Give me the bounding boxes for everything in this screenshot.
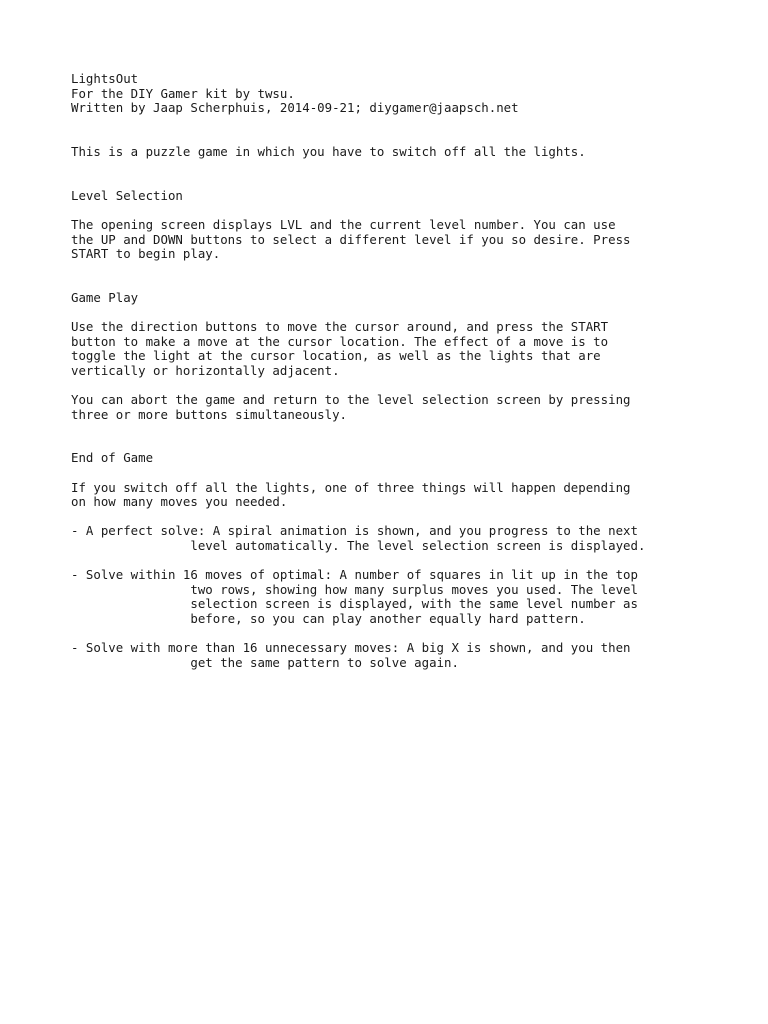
document-line: - Solve with more than 16 unnecessary moves: A big X is shown, and you then <box>71 640 631 656</box>
document-line <box>71 262 751 277</box>
document-line: get the same pattern to solve again. <box>71 654 459 670</box>
document-line <box>71 627 751 642</box>
document-line: START to begin play. <box>71 246 221 262</box>
document-line: For the DIY Gamer kit by twsu. <box>71 85 295 101</box>
document-line: vertically or horizontally adjacent. <box>71 362 340 378</box>
document-line <box>71 306 751 321</box>
document-line: If you switch off all the lights, one of three things will happen depending <box>71 479 631 495</box>
document-line <box>71 378 751 393</box>
document-line: the UP and DOWN buttons to select a different level if you so desire. Press <box>71 231 631 247</box>
document-line: on how many moves you needed. <box>71 494 288 510</box>
document-line <box>71 203 751 218</box>
document-line <box>71 160 751 175</box>
document-line: End of Game <box>71 450 154 466</box>
document-line: This is a puzzle game in which you have to switch off all the lights. <box>71 143 586 159</box>
document-line: selection screen is displayed, with the same level number as <box>71 596 638 612</box>
document-line <box>71 174 751 189</box>
document-line: three or more buttons simultaneously. <box>71 406 348 422</box>
document-line: toggle the light at the cursor location, as well as the lights that are <box>71 348 601 364</box>
document-line <box>71 466 751 481</box>
document-line: Level Selection <box>71 187 183 203</box>
document-line: You can abort the game and return to the level selection screen by pressing <box>71 392 631 408</box>
document-line: Use the direction buttons to move the cursor around, and press the START <box>71 319 609 335</box>
document-line: - A perfect solve: A spiral animation is shown, and you progress to the next <box>71 523 638 539</box>
document-line <box>71 510 751 525</box>
document-line: two rows, showing how many surplus moves you used. The level <box>71 581 638 597</box>
document-line <box>71 130 751 145</box>
document-text <box>71 72 751 670</box>
document-line <box>71 554 751 569</box>
document-line: level automatically. The level selection screen is displayed. <box>71 538 646 553</box>
document-line <box>71 437 751 452</box>
document-line: - Solve within 16 moves of optimal: A number of squares in lit up in the top <box>71 567 638 583</box>
document-line <box>71 276 751 291</box>
document-line <box>71 116 751 131</box>
document-line: LightsOut <box>71 71 139 86</box>
document-line: Game Play <box>71 289 139 305</box>
document-line: button to make a move at the cursor location. The effect of a move is to <box>71 333 609 349</box>
document-line: The opening screen displays LVL and the current level number. You can use <box>71 216 616 232</box>
document-line: Written by Jaap Scherphuis, 2014-09-21; diygamer@jaapsch.net <box>71 100 519 116</box>
document-line: before, so you can play another equally hard pattern. <box>71 610 586 626</box>
document-line <box>71 422 751 437</box>
